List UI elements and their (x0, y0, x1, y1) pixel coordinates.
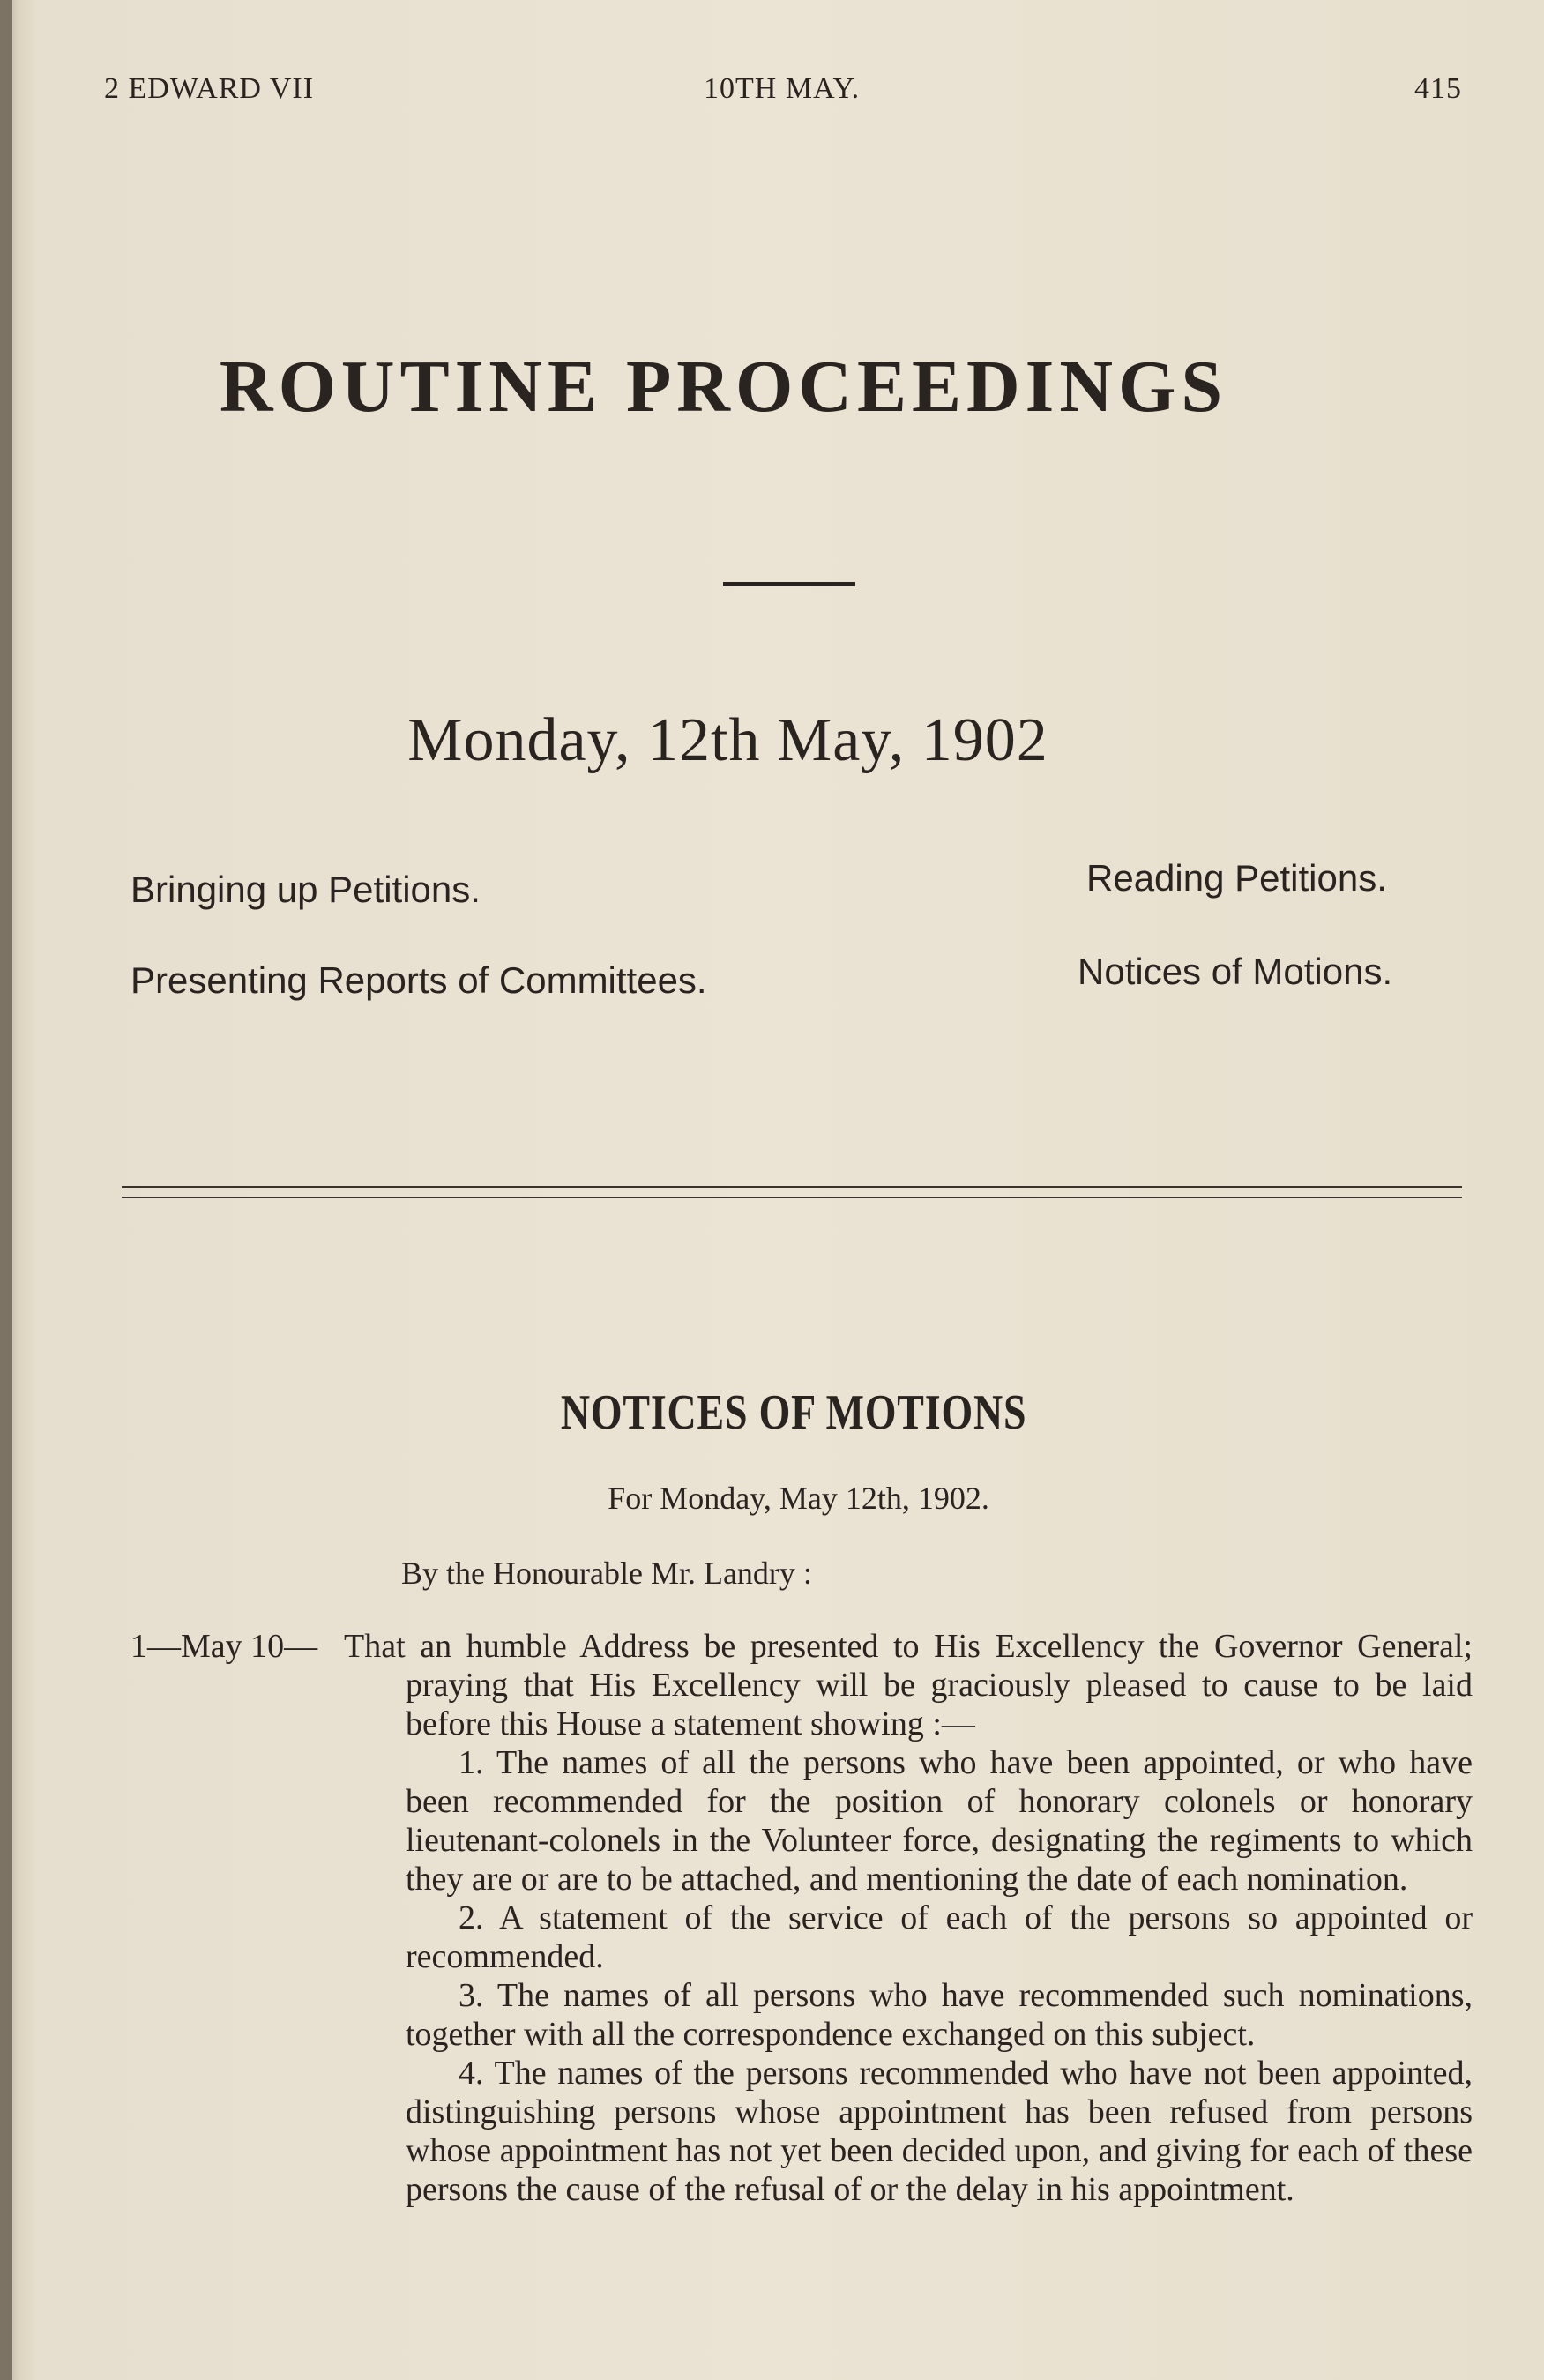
section-title-text: NOTICES OF MOTIONS (560, 1385, 1027, 1440)
proceeding-notices-of-motions: Notices of Motions. (1078, 951, 1393, 992)
running-header (104, 72, 1462, 116)
section-title (139, 1384, 1406, 1441)
proceeding-bringing-up-petitions: Bringing up Petitions. (131, 869, 481, 910)
page-title (0, 344, 1544, 429)
proceeding-reading-petitions: Reading Petitions. (1086, 857, 1387, 899)
section-subtitle (0, 1480, 1544, 1517)
section-subtitle-text: For Monday, May 12th, 1902. (608, 1481, 989, 1516)
motion-item-3: 3. The names of all persons who have recommended such nominations, together with all the correspondence exchanged on this subject. (406, 1977, 1473, 2053)
motion-byline: By the Honourable Mr. Landry : (401, 1556, 812, 1591)
motion-number: 1—May 10— (131, 1628, 318, 1665)
session-date (0, 705, 1544, 776)
motion-intro-text: That an humble Address be presented to His Excellency the Governor General; praying that His Excellency will be graciously pleased to cause to be laid before this House a statement showing :— (344, 1628, 1473, 1742)
session-date-text: Monday, 12th May, 1902 (407, 706, 1048, 774)
motion-item-1: 1. The names of all the persons who have been appointed, or who have been recommended for the position of honorary colonels or honorary lieutenant-colonels in the Volunteer force, designating the regiments to which they are or are to be attached, and mentioning the date of each nomination. (406, 1744, 1473, 1898)
page-title-text: ROUTINE PROCEEDINGS (219, 346, 1228, 428)
motion-body (344, 1627, 1473, 2209)
short-divider (723, 582, 855, 586)
double-divider (122, 1186, 1462, 1198)
motion-item-4: 4. The names of the persons recommended who have not been appointed, distinguishing persons whose appointment has been refused from persons whose appointment has not yet been decided upon, and giving for each of these persons the cause of the refusal of or the delay in his appointment. (406, 2055, 1473, 2208)
motion-item-2: 2. A statement of the service of each of the persons so appointed or recommended. (406, 1899, 1473, 1975)
header-date: 10TH MAY. (704, 72, 861, 105)
header-regnal-year: 2 EDWARD VII (104, 72, 315, 105)
proceeding-presenting-reports: Presenting Reports of Committees. (131, 959, 707, 1001)
motion-intro (344, 1627, 1473, 1743)
page-number: 415 (1414, 72, 1462, 105)
